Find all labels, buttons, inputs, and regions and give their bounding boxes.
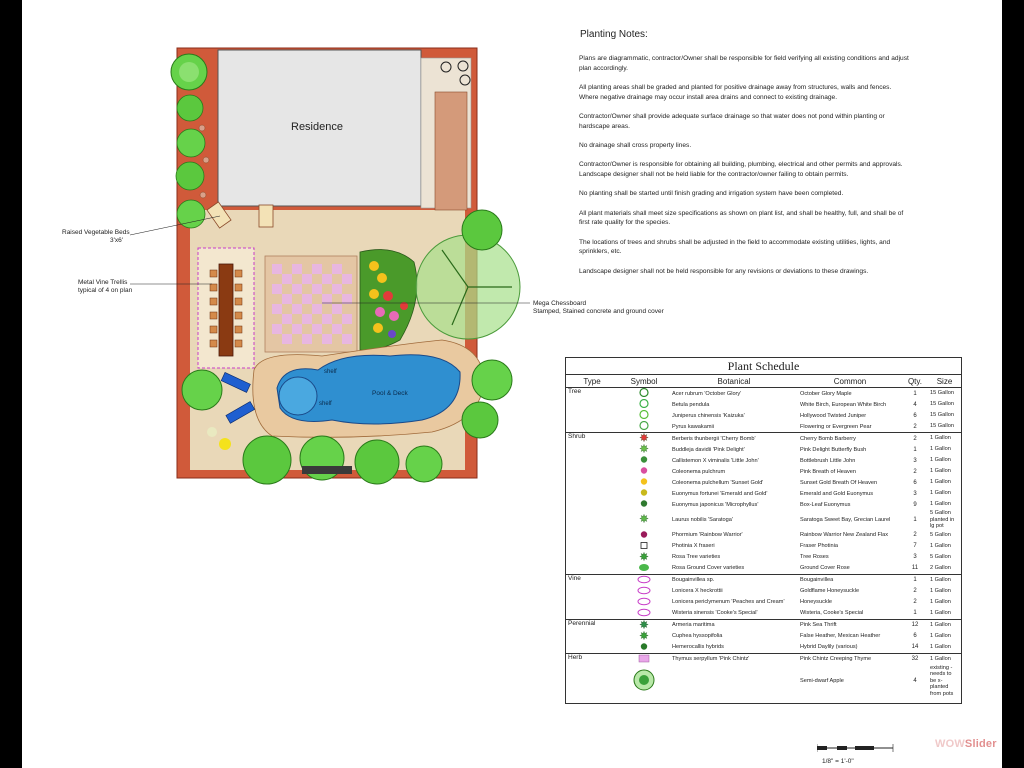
pool-label: Pool & Deck xyxy=(372,390,408,397)
schedule-symbol xyxy=(618,574,670,586)
schedule-symbol xyxy=(618,388,670,400)
schedule-size: 1 Gallon xyxy=(928,433,961,445)
planting-note: Landscape designer shall not be held responsible for any revisions or deviations to these drawings. xyxy=(579,267,869,275)
col-size: Size xyxy=(928,375,961,388)
schedule-qty: 9 xyxy=(913,501,917,508)
schedule-qty: 6 xyxy=(913,479,917,486)
schedule-common: Semi-dwarf Apple xyxy=(800,677,844,684)
schedule-common: Honeysuckle xyxy=(800,599,833,605)
callout-vegetable-beds-size: 3'x6' xyxy=(110,237,123,244)
schedule-common: Box-Leaf Euonymus xyxy=(800,501,851,508)
schedule-qty: 4 xyxy=(913,677,917,684)
schedule-botanical: Rosa Tree varieties xyxy=(672,554,721,560)
schedule-type: Perennial xyxy=(566,619,618,631)
schedule-type: Vine xyxy=(566,574,618,586)
schedule-symbol xyxy=(618,653,670,665)
dining-table xyxy=(219,264,233,356)
vine-icon xyxy=(637,586,651,595)
schedule-symbol xyxy=(618,530,670,541)
schedule-botanical: Lonicera X heckrottii xyxy=(672,588,723,594)
planting-note: Contractor/Owner is responsible for obtaining all building, plumbing, electrical and other permits and approvals. Landscape designer shall not be held liable for the contractor/owner failing to obtain permits. xyxy=(579,161,903,178)
col-qty: Qty. xyxy=(902,375,928,388)
planting-note: All plant materials shall meet size specifications as shown on plant list, and shall be healthy, full, and shall be of first rate quality for the species. xyxy=(579,209,904,227)
vine-icon xyxy=(637,575,651,584)
schedule-size: 1 Gallon xyxy=(930,598,951,605)
schedule-type xyxy=(566,563,618,575)
schedule-common: Rainbow Warrior New Zealand Flax xyxy=(800,532,889,538)
watermark-part2: Slider xyxy=(964,738,997,750)
schedule-common: Bougainvillea xyxy=(798,574,902,586)
schedule-symbol xyxy=(618,563,670,575)
schedule-botanical xyxy=(670,665,798,698)
schedule-qty: 1 xyxy=(902,388,928,400)
schedule-size: 2 Gallon xyxy=(930,564,951,571)
schedule-size: 1 Gallon xyxy=(928,574,961,586)
schedule-common: Pink Chintz Creeping Thyme xyxy=(798,653,902,665)
schedule-size: 1 Gallon xyxy=(930,468,951,475)
schedule-botanical: Euonymus fortunei 'Emerald and Gold' xyxy=(672,490,768,497)
schedule-common: Pink Delight Butterfly Bush xyxy=(800,446,867,453)
callout-vine-trellis xyxy=(78,279,132,295)
schedule-botanical: Betula pendula xyxy=(672,401,710,408)
schedule-botanical: Acer rubrum 'October Glory' xyxy=(670,388,798,400)
schedule-size: 1 Gallon xyxy=(930,643,951,650)
schedule-qty: 2 xyxy=(913,423,917,430)
callout-chessboard-title: Mega Chessboard xyxy=(533,300,587,307)
schedule-header-row xyxy=(566,375,961,388)
tree-ring-icon xyxy=(637,399,651,408)
starburst-icon xyxy=(637,433,651,442)
schedule-symbol xyxy=(618,552,670,563)
schedule-type xyxy=(566,530,618,541)
schedule-qty: 3 xyxy=(913,490,917,497)
schedule-row xyxy=(566,444,961,455)
schedule-row xyxy=(566,665,961,698)
schedule-botanical: Photinia X fraseri xyxy=(672,543,715,549)
schedule-row xyxy=(566,399,961,410)
schedule-common: Wisteria, Cooke's Special xyxy=(800,610,864,616)
plant-schedule xyxy=(565,357,962,704)
scale-bar xyxy=(817,742,897,756)
schedule-qty: 11 xyxy=(911,565,919,571)
schedule-type xyxy=(566,608,618,620)
schedule-size: 1 Gallon xyxy=(930,501,951,508)
callout-vegetable-beds xyxy=(62,229,130,245)
schedule-common: Pink Breath of Heaven xyxy=(800,468,856,475)
schedule-type xyxy=(566,541,618,552)
schedule-row xyxy=(566,642,961,654)
schedule-qty: 32 xyxy=(902,653,928,665)
planting-note: The locations of trees and shrubs shall be adjusted in the field to accommodate existing utilities, lights, and sprinklers, etc. xyxy=(579,238,891,256)
schedule-common: Goldflame Honeysuckle xyxy=(800,588,860,594)
plant-schedule-title: Plant Schedule xyxy=(566,358,961,375)
schedule-common: Fraser Photinia xyxy=(800,543,838,549)
schedule-symbol xyxy=(618,642,670,654)
schedule-type xyxy=(566,410,618,421)
schedule-size: existing - needs to be x-planted from pots xyxy=(930,664,954,697)
schedule-common: Emerald and Gold Euonymus xyxy=(800,490,874,497)
schedule-symbol xyxy=(618,433,670,445)
schedule-row xyxy=(566,477,961,488)
schedule-botanical: Juniperus chinensis 'Kaizuka' xyxy=(672,412,745,419)
schedule-type: Herb xyxy=(566,653,618,665)
schedule-type xyxy=(566,399,618,410)
schedule-botanical: Laurus nobilis 'Saratoga' xyxy=(672,516,733,523)
schedule-symbol xyxy=(618,444,670,455)
schedule-common: Pink Sea Thrift xyxy=(798,619,902,631)
schedule-size: 1 Gallon xyxy=(930,542,951,549)
schedule-qty: 3 xyxy=(913,457,917,464)
schedule-type xyxy=(566,665,618,698)
schedule-common: Hollywood Twisted Juniper xyxy=(800,412,867,419)
schedule-size: 5 Gallon xyxy=(930,553,951,560)
schedule-symbol xyxy=(618,421,670,433)
callout-chessboard-note: Stamped, Stained concrete and ground cover xyxy=(533,308,664,315)
callout-chessboard xyxy=(533,300,664,316)
schedule-common: Sunset Gold Breath Of Heaven xyxy=(800,479,878,486)
schedule-type: Shrub xyxy=(566,433,618,445)
schedule-qty: 2 xyxy=(913,588,917,594)
col-type: Type xyxy=(566,375,618,388)
dot-icon xyxy=(637,455,651,464)
blob-icon xyxy=(637,563,651,572)
schedule-botanical: Coleonema pulchrum xyxy=(672,468,726,475)
schedule-qty: 1 xyxy=(913,610,917,616)
schedule-row xyxy=(566,552,961,563)
schedule-row xyxy=(566,455,961,466)
schedule-symbol xyxy=(618,499,670,510)
schedule-type xyxy=(566,597,618,608)
schedule-row xyxy=(566,541,961,552)
planting-notes-title: Planting Notes: xyxy=(580,29,648,40)
schedule-botanical: Pyrus kawakamii xyxy=(672,423,714,430)
scale-label: 1/8" = 1'-0" xyxy=(822,758,854,765)
starburst-icon xyxy=(637,514,651,523)
schedule-row xyxy=(566,499,961,510)
schedule-botanical: Thymus serpyllum 'Pink Chintz' xyxy=(670,653,798,665)
pink-square-icon xyxy=(637,654,651,663)
schedule-symbol xyxy=(618,586,670,597)
callout-vine-trellis-note: typical of 4 on plan xyxy=(78,287,133,294)
schedule-common: False Heather, Mexican Heather xyxy=(800,633,881,639)
schedule-type xyxy=(566,488,618,499)
schedule-type xyxy=(566,477,618,488)
wowslider-watermark xyxy=(932,737,1000,751)
chessboard-patio xyxy=(265,256,357,352)
schedule-row xyxy=(566,510,961,530)
schedule-type xyxy=(566,642,618,654)
schedule-row xyxy=(566,563,961,575)
schedule-row xyxy=(566,597,961,608)
planting-note: Plans are diagrammatic, contractor/Owner shall be responsible for field verifying all existing conditions and adjust plan accordingly. xyxy=(579,55,909,72)
schedule-row xyxy=(566,631,961,642)
schedule-row xyxy=(566,421,961,433)
dot-icon xyxy=(637,488,651,497)
schedule-type xyxy=(566,455,618,466)
tree-ring-icon xyxy=(637,388,651,397)
schedule-common: Saratoga Sweet Bay, Grecian Laurel xyxy=(800,516,891,523)
schedule-symbol xyxy=(618,541,670,552)
vine-icon xyxy=(637,608,651,617)
schedule-botanical: Euonymus japonicus 'Microphyllus' xyxy=(672,501,759,508)
schedule-size: 15 Gallon xyxy=(930,423,954,430)
schedule-size: 15 Gallon xyxy=(928,388,961,400)
schedule-type xyxy=(566,586,618,597)
schedule-type xyxy=(566,444,618,455)
schedule-qty: 1 xyxy=(902,574,928,586)
schedule-row xyxy=(566,530,961,541)
schedule-botanical: Buddleja davidii 'Pink Delight' xyxy=(672,446,745,453)
schedule-row xyxy=(566,653,961,665)
schedule-botanical: Lonicera periclymenum 'Peaches and Cream' xyxy=(672,599,785,605)
residence-label: Residence xyxy=(291,121,343,133)
schedule-row xyxy=(566,574,961,586)
square-icon xyxy=(637,541,651,550)
schedule-size: 5 Gallon xyxy=(930,531,951,538)
schedule-common: Bottlebrush Little John xyxy=(800,457,856,464)
schedule-qty: 4 xyxy=(913,401,917,408)
planting-note: All planting areas shall be graded and planted for positive drainage away from structures, walls and fences. Where negative drainage may occur install area drains and connect to existing drainage. xyxy=(579,83,892,101)
schedule-qty: 14 xyxy=(911,644,919,650)
site-plan xyxy=(22,0,562,768)
schedule-size: 1 Gallon xyxy=(930,446,951,453)
watermark-part1: WOW xyxy=(935,738,965,750)
dot-icon xyxy=(637,530,651,539)
schedule-type xyxy=(566,499,618,510)
schedule-row xyxy=(566,488,961,499)
schedule-row xyxy=(566,586,961,597)
schedule-symbol xyxy=(618,608,670,620)
schedule-qty: 2 xyxy=(913,599,917,605)
schedule-botanical: Callistemon X viminalis 'Little John' xyxy=(672,457,759,464)
schedule-type xyxy=(566,421,618,433)
schedule-body xyxy=(566,388,961,698)
schedule-qty: 1 xyxy=(913,446,917,453)
schedule-symbol xyxy=(618,488,670,499)
schedule-symbol xyxy=(618,510,670,530)
schedule-size: 1 Gallon xyxy=(928,653,961,665)
schedule-row xyxy=(566,410,961,421)
col-symbol: Symbol xyxy=(618,375,670,388)
schedule-botanical: Rosa Ground Cover varieties xyxy=(672,565,745,571)
schedule-size: 1 Gallon xyxy=(930,632,951,639)
schedule-qty: 7 xyxy=(913,543,917,549)
schedule-qty: 1 xyxy=(913,516,917,523)
schedule-common: Ground Cover Rose xyxy=(800,565,850,571)
schedule-type xyxy=(566,552,618,563)
schedule-common: Flowering or Evergreen Pear xyxy=(800,423,872,430)
big-tree-icon xyxy=(632,669,656,691)
schedule-type xyxy=(566,631,618,642)
schedule-qty: 2 xyxy=(913,532,917,538)
schedule-botanical: Berberis thunbergii 'Cherry Bomb' xyxy=(670,433,798,445)
schedule-symbol xyxy=(618,455,670,466)
schedule-symbol xyxy=(618,399,670,410)
schedule-size: 5 Gallon planted in lg pot xyxy=(930,510,955,529)
planting-note: No planting shall be started until finish grading and irrigation system have been completed. xyxy=(579,190,844,198)
schedule-type xyxy=(566,510,618,530)
schedule-size: 15 Gallon xyxy=(930,401,954,408)
schedule-size: 1 Gallon xyxy=(930,479,951,486)
schedule-qty: 6 xyxy=(913,633,917,639)
schedule-common: Hybrid Daylily (various) xyxy=(800,644,858,650)
schedule-size: 1 Gallon xyxy=(928,619,961,631)
schedule-botanical: Armeria maritima xyxy=(670,619,798,631)
starburst-icon xyxy=(637,620,651,629)
schedule-botanical: Bougainvillea sp. xyxy=(670,574,798,586)
schedule-size: 1 Gallon xyxy=(930,609,951,616)
planting-notes-list xyxy=(579,54,909,286)
schedule-size: 15 Gallon xyxy=(930,412,954,419)
schedule-qty: 2 xyxy=(902,433,928,445)
callout-vegetable-beds-title: Raised Vegetable Beds xyxy=(62,229,130,236)
schedule-qty: 2 xyxy=(913,468,917,475)
planting-note: Contractor/Owner shall provide adequate surface drainage so that water does not pond within planting or hardscape areas. xyxy=(579,112,885,130)
schedule-symbol xyxy=(618,619,670,631)
starburst-icon xyxy=(637,631,651,640)
side-walkway xyxy=(435,92,467,210)
col-common: Common xyxy=(798,375,902,388)
starburst-icon xyxy=(637,552,651,561)
schedule-common: Tree Roses xyxy=(800,554,829,560)
vine-icon xyxy=(637,597,651,606)
schedule-type xyxy=(566,466,618,477)
shelf-label-1: shelf xyxy=(324,369,337,375)
schedule-symbol xyxy=(618,665,670,698)
spa xyxy=(279,377,317,415)
schedule-qty: 6 xyxy=(913,412,917,419)
dot-icon xyxy=(637,499,651,508)
schedule-row xyxy=(566,619,961,631)
plant-schedule-table xyxy=(566,375,961,697)
dot-icon xyxy=(637,477,651,486)
schedule-botanical: Wisteria sinensis 'Cooke's Special' xyxy=(672,610,758,616)
schedule-qty: 3 xyxy=(913,554,917,560)
starburst-icon xyxy=(637,444,651,453)
schedule-symbol xyxy=(618,631,670,642)
schedule-botanical: Phormium 'Rainbow Warrior' xyxy=(672,532,743,538)
schedule-row xyxy=(566,433,961,445)
schedule-symbol xyxy=(618,410,670,421)
callout-vine-trellis-title: Metal Vine Trellis xyxy=(78,279,128,286)
schedule-botanical: Coleonema pulchellum 'Sunset Gold' xyxy=(672,479,764,486)
tree-ring-icon xyxy=(637,410,651,419)
schedule-common: October Glory Maple xyxy=(798,388,902,400)
schedule-size: 1 Gallon xyxy=(930,587,951,594)
schedule-size: 1 Gallon xyxy=(930,457,951,464)
schedule-symbol xyxy=(618,466,670,477)
schedule-type: Tree xyxy=(566,388,618,400)
dot-icon xyxy=(637,642,651,651)
planting-note: No drainage shall cross property lines. xyxy=(579,141,692,149)
schedule-row xyxy=(566,466,961,477)
schedule-size: 1 Gallon xyxy=(930,490,951,497)
schedule-qty: 12 xyxy=(902,619,928,631)
shelf-label-2: shelf xyxy=(319,401,332,407)
schedule-symbol xyxy=(618,597,670,608)
drawing-sheet xyxy=(22,0,1002,768)
col-botanical: Botanical xyxy=(670,375,798,388)
schedule-botanical: Hemerocallis hybrids xyxy=(672,644,724,650)
schedule-common: White Birch, European White Birch xyxy=(800,401,887,408)
tree-ring-icon xyxy=(637,421,651,430)
dot-icon xyxy=(637,466,651,475)
schedule-row xyxy=(566,388,961,400)
schedule-row xyxy=(566,608,961,620)
schedule-common: Cherry Bomb Barberry xyxy=(798,433,902,445)
schedule-symbol xyxy=(618,477,670,488)
schedule-botanical: Cuphea hyssopifolia xyxy=(672,633,723,639)
